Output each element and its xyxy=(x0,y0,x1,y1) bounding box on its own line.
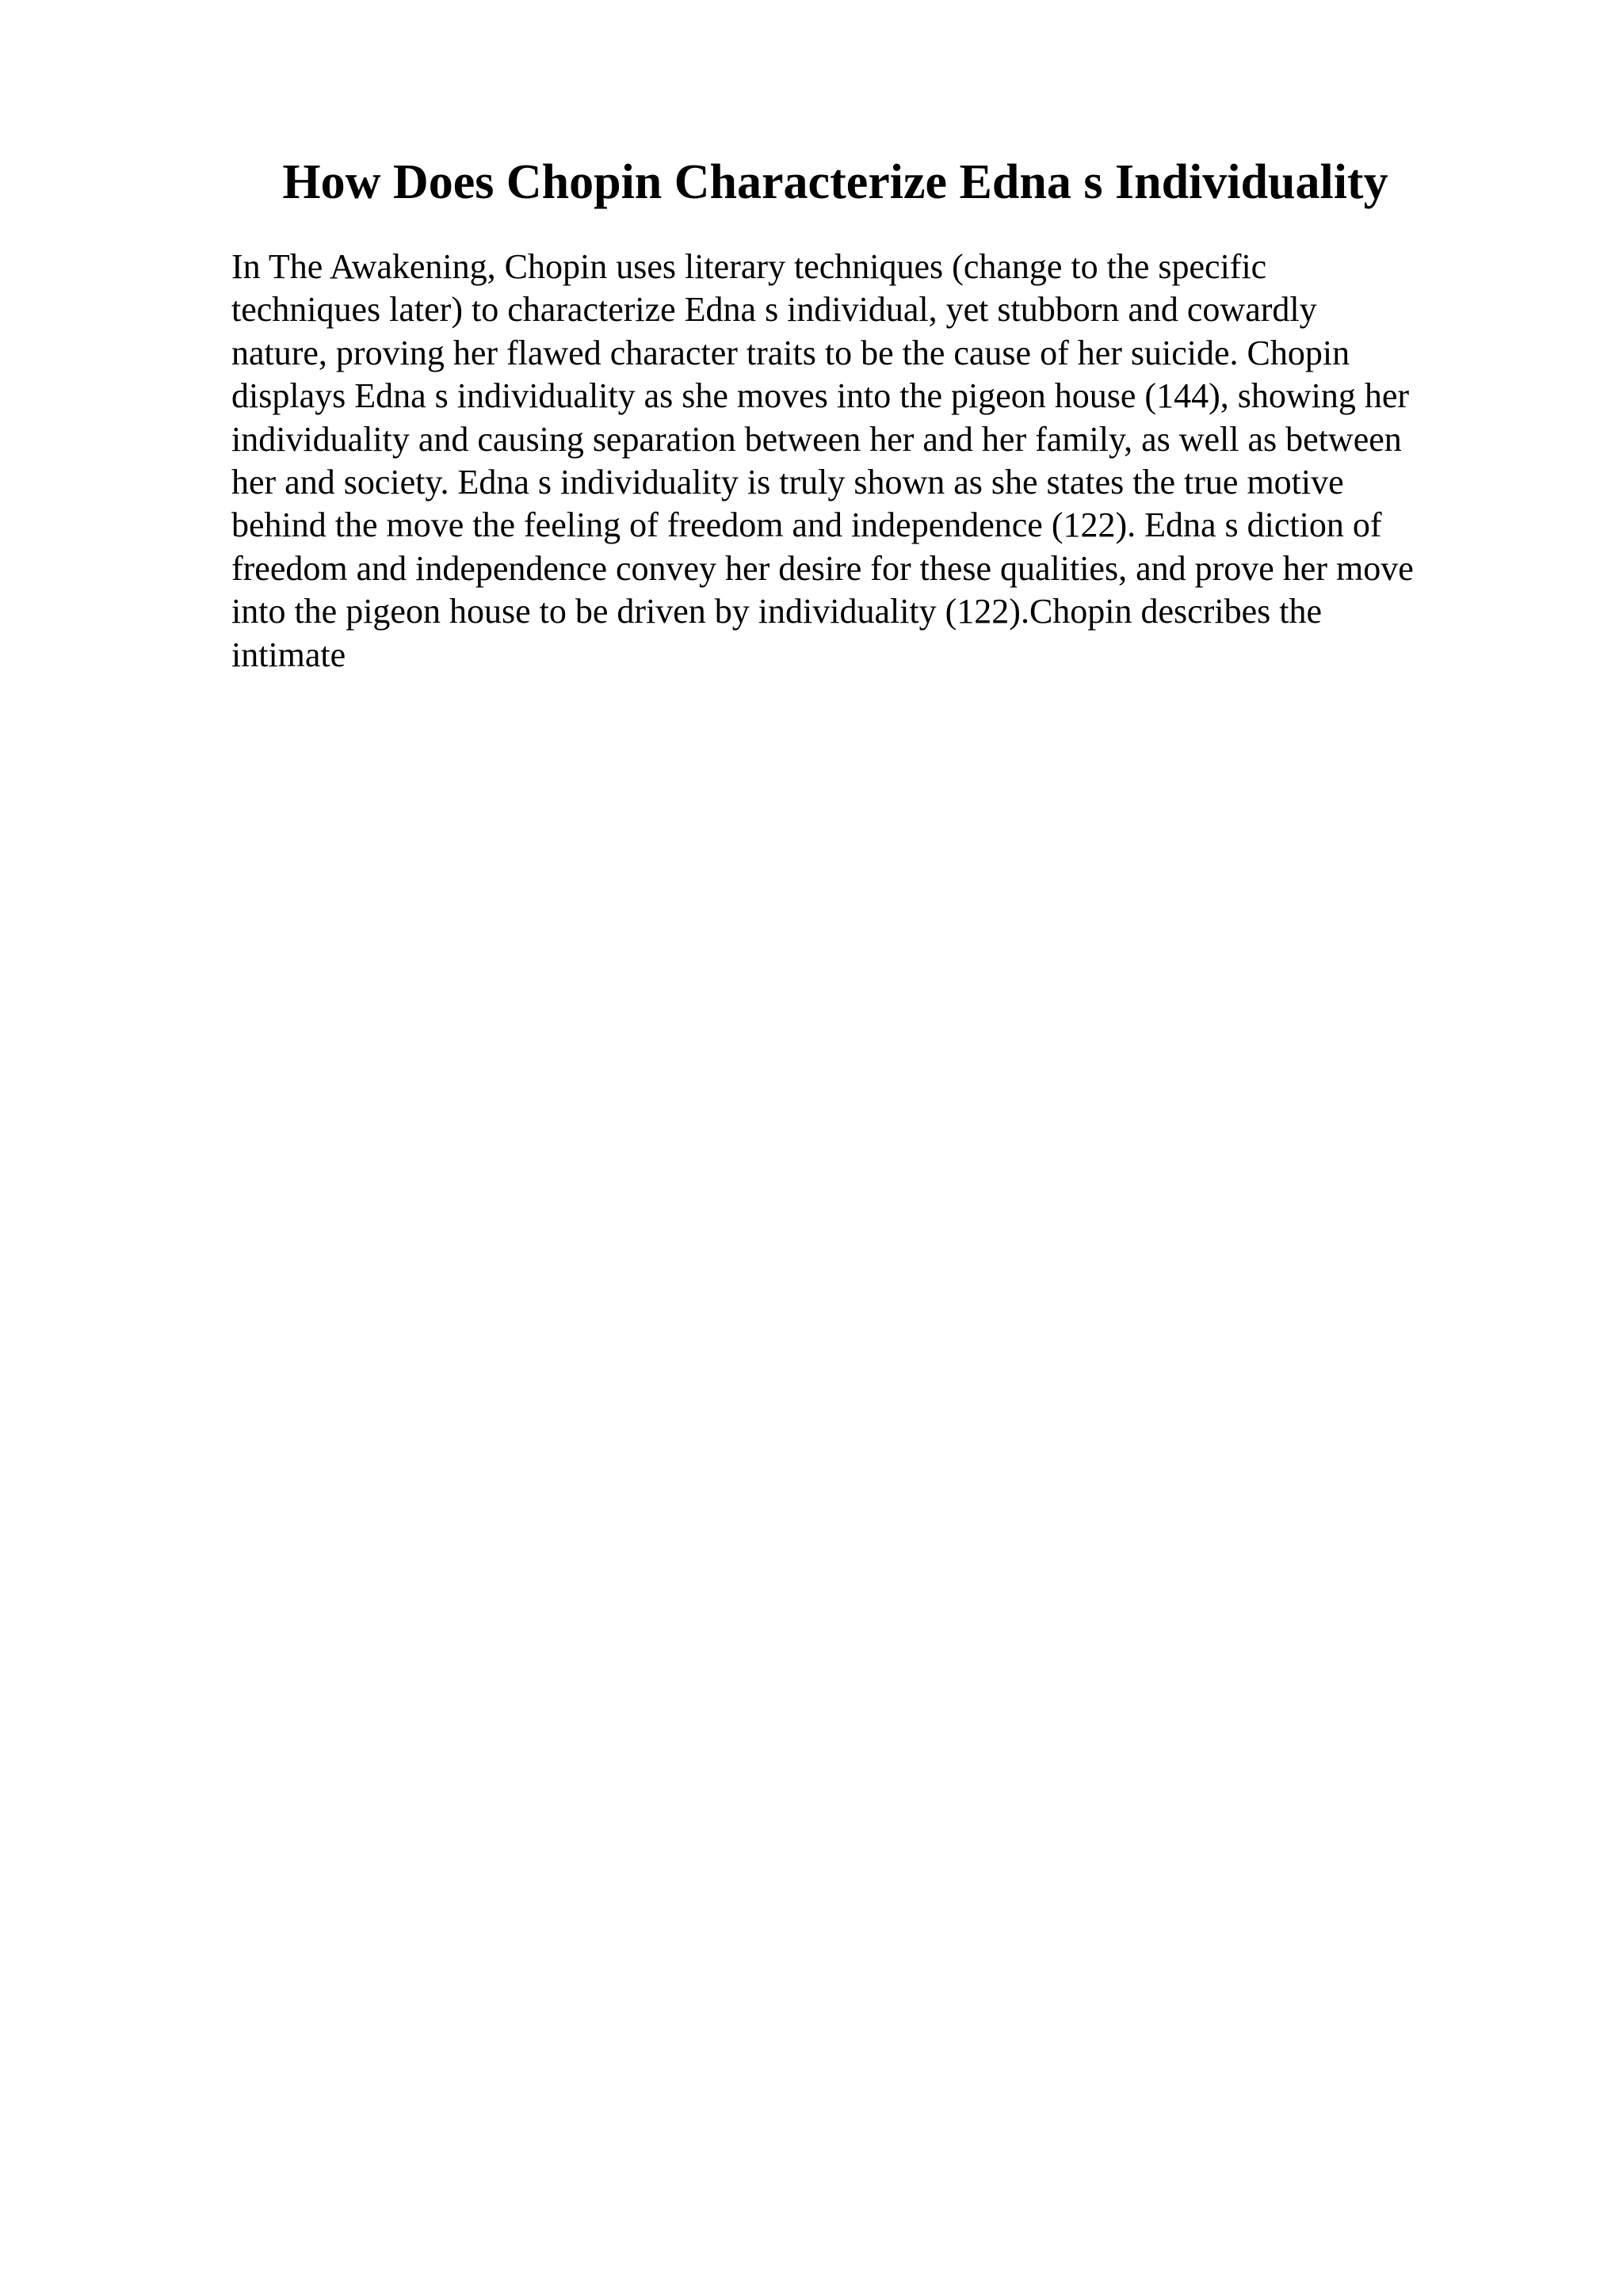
paragraph-line: into the pigeon house to be driven by individuality (122).Chopin describes the xyxy=(231,592,1322,631)
paragraph-line: intimate xyxy=(231,635,346,674)
paragraph-line: techniques later) to characterize Edna s individual, yet stubborn and cowardly xyxy=(231,290,1317,330)
paragraph-line: behind the move the feeling of freedom and independence (122). Edna s diction of xyxy=(231,505,1382,545)
paragraph-line: In The Awakening, Chopin uses literary techniques (change to the specific xyxy=(231,247,1267,286)
paragraph-line: her and society. Edna s individuality is truly shown as she states the true motive xyxy=(231,463,1344,502)
document-title: How Does Chopin Characterize Edna s Individuality xyxy=(282,155,1388,209)
paragraph-line: freedom and independence convey her desire for these qualities, and prove her move xyxy=(231,548,1414,588)
document-paragraph xyxy=(231,246,1507,677)
paragraph-line: individuality and causing separation between her and her family, as well as between xyxy=(231,419,1402,459)
paragraph-line: displays Edna s individuality as she moves into the pigeon house (144), showing her xyxy=(231,376,1410,416)
paragraph-line: nature, proving her flawed character traits to be the cause of her suicide. Chopin xyxy=(231,333,1350,372)
